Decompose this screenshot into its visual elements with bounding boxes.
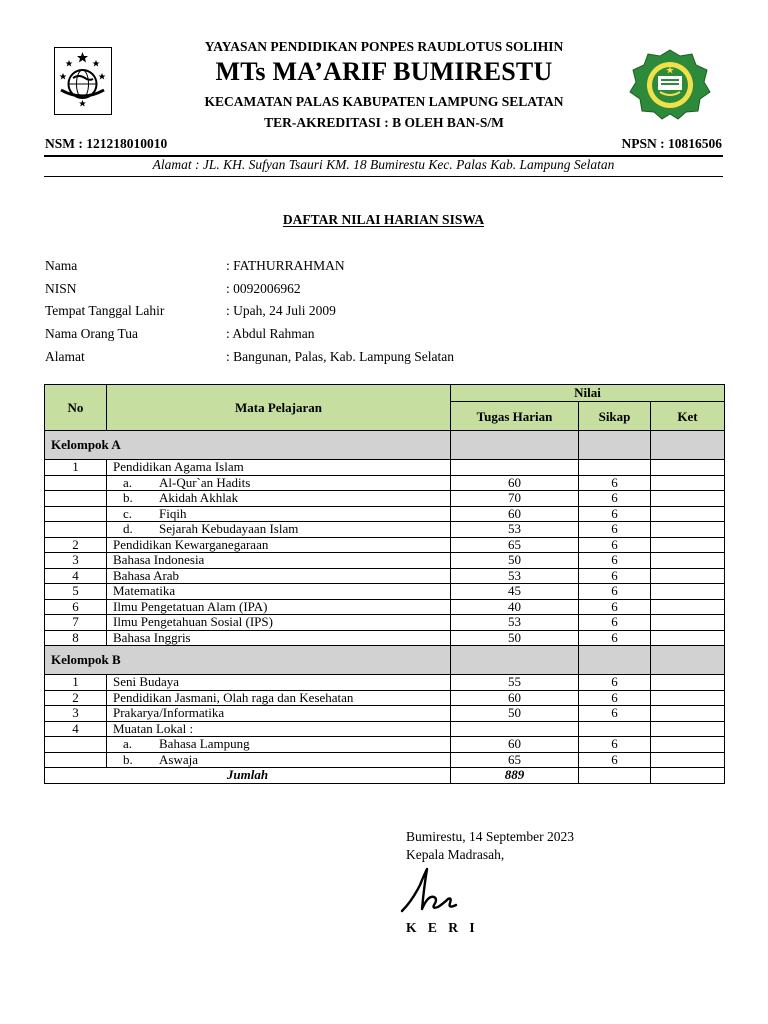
subject-name: Seni Budaya [113,674,180,690]
subject-cell [107,491,451,507]
subject-cell [107,599,451,615]
nisn-label: NISN [45,281,77,296]
row-number [45,737,107,753]
subject-row [45,690,725,706]
sikap-score: 6 [579,506,651,522]
group-row [45,431,725,460]
subject-name: Bahasa Lampung [159,736,250,752]
tugas-score: 50 [451,553,579,569]
tugas-score [451,721,579,737]
row-number: 7 [45,615,107,631]
tugas-score: 45 [451,584,579,600]
header-sikap: Sikap [579,402,651,431]
subject-name: Aswaja [159,751,198,767]
row-number [45,522,107,538]
sikap-score: 6 [579,752,651,768]
subject-cell [107,737,451,753]
tugas-score: 65 [451,752,579,768]
ket-cell [651,630,725,646]
ket-cell [651,475,725,491]
parent-label: Nama Orang Tua [45,326,138,341]
subject-row [45,491,725,507]
row-number [45,475,107,491]
tugas-score: 53 [451,568,579,584]
subject-cell [107,630,451,646]
nu-logo [54,47,112,115]
sikap-score: 6 [579,706,651,722]
subject-cell [107,475,451,491]
subject-name: Al-Qur`an Hadits [159,474,251,490]
total-row [45,768,725,784]
tugas-score: 53 [451,522,579,538]
subject-cell [107,675,451,691]
subject-name: Bahasa Indonesia [113,552,205,568]
sikap-score: 6 [579,537,651,553]
sikap-score [579,460,651,476]
sikap-score: 6 [579,491,651,507]
header-nilai: Nilai [451,385,725,402]
sikap-score [579,721,651,737]
tugas-score: 60 [451,475,579,491]
address-divider [44,176,723,177]
subject-row [45,522,725,538]
subject-row [45,475,725,491]
tugas-score: 60 [451,690,579,706]
header-tugas: Tugas Harian [451,402,579,431]
sikap-score: 6 [579,690,651,706]
sikap-score: 6 [579,553,651,569]
row-number: 4 [45,721,107,737]
ket-cell [651,460,725,476]
row-number: 8 [45,630,107,646]
subject-letter: b. [123,751,133,767]
subject-cell [107,752,451,768]
subject-name: Fiqih [159,505,187,521]
group-label: Kelompok A [45,431,451,460]
birth-value: : Upah, 24 Juli 2009 [226,303,336,318]
ket-cell [651,721,725,737]
tugas-score: 60 [451,506,579,522]
row-number: 1 [45,675,107,691]
header-ket: Ket [651,402,725,431]
subject-name: Pendidikan Kewarganegaraan [113,536,269,552]
tugas-score: 55 [451,675,579,691]
name-value: : FATHURRAHMAN [226,258,345,273]
subject-row [45,568,725,584]
parent-value: : Abdul Rahman [226,326,315,341]
tugas-score: 50 [451,630,579,646]
subject-cell [107,522,451,538]
sikap-score: 6 [579,630,651,646]
name-label: Nama [45,258,78,273]
row-number: 1 [45,460,107,476]
sikap-score: 6 [579,475,651,491]
header-subject: Mata Pelajaran [107,385,451,431]
subject-name: Bahasa Inggris [113,629,191,645]
subject-cell [107,690,451,706]
subject-cell [107,584,451,600]
subject-name: Pendidikan Agama Islam [113,459,244,475]
sikap-score: 6 [579,599,651,615]
subject-name: Ilmu Pengetahuan Sosial (IPS) [113,614,273,630]
subject-name: Akidah Akhlak [159,490,239,506]
subject-row [45,460,725,476]
subject-cell [107,506,451,522]
ket-cell [651,491,725,507]
subject-cell [107,537,451,553]
row-number: 6 [45,599,107,615]
sikap-score: 6 [579,737,651,753]
subject-row [45,537,725,553]
subject-name: Matematika [113,583,176,599]
group-label: Kelompok B [45,646,451,675]
sikap-score: 6 [579,522,651,538]
foundation-name: YAYASAN PENDIDIKAN PONPES RAUDLOTUS SOLIHIN [204,39,564,54]
ket-cell [651,568,725,584]
row-number: 2 [45,690,107,706]
nisn-value: : 0092006962 [226,281,301,296]
address-label: Alamat [45,349,85,364]
subject-cell [107,553,451,569]
subject-row [45,721,725,737]
subject-row [45,630,725,646]
signer-name: K E R I [406,920,479,935]
subject-cell [107,706,451,722]
ket-cell [651,752,725,768]
row-number: 5 [45,584,107,600]
ket-cell [651,615,725,631]
row-number [45,491,107,507]
ket-cell [651,737,725,753]
subject-name: Sejarah Kebudayaan Islam [159,521,299,537]
ket-cell [651,584,725,600]
subject-name: Bahasa Arab [113,567,180,583]
school-district: KECAMATAN PALAS KABUPATEN LAMPUNG SELATAN [204,94,564,109]
grades-table [44,384,725,784]
tugas-score: 40 [451,599,579,615]
row-number: 4 [45,568,107,584]
subject-row [45,506,725,522]
ket-cell [651,522,725,538]
subject-row [45,584,725,600]
subject-letter: a. [123,474,133,490]
subject-name: Pendidikan Jasmani, Olah raga dan Kesehatan [113,689,354,705]
subject-name: Ilmu Pengetatuan Alam (IPA) [113,598,268,614]
sikap-score: 6 [579,584,651,600]
sikap-score: 6 [579,615,651,631]
tugas-score: 65 [451,537,579,553]
ket-cell [651,706,725,722]
subject-row [45,553,725,569]
sikap-score: 6 [579,568,651,584]
nsm-number: NSM : 121218010010 [45,136,168,151]
ket-cell [651,537,725,553]
header-no: No [45,385,107,431]
subject-letter: c. [123,505,133,521]
subject-name: Prakarya/Informatika [113,705,225,721]
ket-cell [651,599,725,615]
tugas-score: 60 [451,737,579,753]
subject-cell [107,615,451,631]
birth-label: Tempat Tanggal Lahir [45,303,165,318]
school-name: MTs MA’ARIF BUMIRESTU [215,57,553,86]
subject-row [45,599,725,615]
signature-mark [398,865,468,917]
group-row [45,646,725,675]
address-value: : Bangunan, Palas, Kab. Lampung Selatan [226,349,454,364]
row-number: 2 [45,537,107,553]
npsn-number: NPSN : 10816506 [621,136,722,151]
subject-letter: b. [123,490,133,506]
subject-cell [107,721,451,737]
row-number: 3 [45,706,107,722]
school-address: Alamat : JL. KH. Sufyan Tsauri KM. 18 Bumirestu Kec. Palas Kab. Lampung Selatan [152,157,615,172]
document-title: DAFTAR NILAI HARIAN SISWA [282,212,485,227]
signer-position: Kepala Madrasah, [406,847,505,862]
ket-cell [651,675,725,691]
row-number: 3 [45,553,107,569]
subject-row [45,706,725,722]
row-number [45,506,107,522]
tugas-score: 70 [451,491,579,507]
subject-row [45,737,725,753]
subject-cell [107,568,451,584]
tugas-score [451,460,579,476]
ket-cell [651,690,725,706]
tugas-score: 53 [451,615,579,631]
tugas-score: 50 [451,706,579,722]
row-number [45,752,107,768]
subject-cell [107,460,451,476]
subject-name: Muatan Lokal : [113,720,194,736]
subject-row [45,752,725,768]
ket-cell [651,553,725,569]
sikap-score: 6 [579,675,651,691]
accreditation-status: TER-AKREDITASI : B OLEH BAN-S/M [264,115,504,130]
subject-letter: a. [123,736,133,752]
signing-place-date: Bumirestu, 14 September 2023 [406,829,574,844]
subject-row [45,675,725,691]
subject-letter: d. [123,521,133,537]
subject-row [45,615,725,631]
total-label: Jumlah [45,768,451,784]
ket-cell [651,506,725,522]
total-value: 889 [451,768,579,784]
